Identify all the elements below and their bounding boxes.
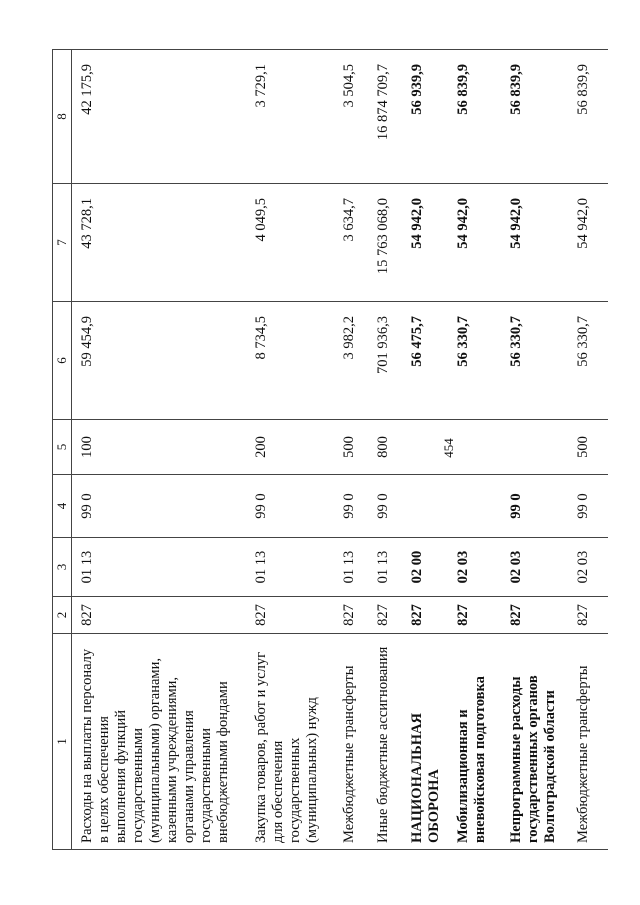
row-name: Межбюджетные трансферты xyxy=(568,634,608,850)
cell-target: 99 0 xyxy=(568,475,608,538)
row-name: Непрограммные расходы государственных органов Волгоградской области xyxy=(501,634,568,850)
row-name: Мобилизационная и вневойсковая подготовка xyxy=(448,634,501,850)
cell-code: 827 xyxy=(448,597,501,634)
cell-amount: 54 942,0 xyxy=(568,184,608,302)
table-row xyxy=(72,50,246,850)
cell-amount: 56 330,7 xyxy=(501,302,568,420)
table-row xyxy=(368,50,402,850)
row-name: Межбюджетные трансферты xyxy=(334,634,368,850)
cell-amount: 8 734,5 xyxy=(246,302,334,420)
cell-code: 827 xyxy=(368,597,402,634)
cell-amount: 56 839,9 xyxy=(568,50,608,184)
cell-type xyxy=(402,420,448,475)
cell-section: 02 03 xyxy=(568,538,608,597)
cell-target: 99 0 xyxy=(72,475,246,538)
cell-amount: 54 942,0 xyxy=(501,184,568,302)
cell-code: 827 xyxy=(501,597,568,634)
cell-amount: 15 763 068,0 xyxy=(368,184,402,302)
cell-section: 01 13 xyxy=(246,538,334,597)
cell-type: 200 xyxy=(246,420,334,475)
cell-target: 99 0 xyxy=(334,475,368,538)
cell-amount: 56 839,9 xyxy=(501,50,568,184)
cell-target: 99 0 xyxy=(246,475,334,538)
cell-code: 827 xyxy=(334,597,368,634)
table-row xyxy=(568,50,608,850)
row-name: Закупка товаров, работ и услуг для обеспечения государственных (муниципальных) нужд xyxy=(246,634,334,850)
cell-amount: 56 330,7 xyxy=(448,302,501,420)
cell-section: 01 13 xyxy=(368,538,402,597)
cell-code: 827 xyxy=(246,597,334,634)
cell-type: 500 xyxy=(568,420,608,475)
cell-section: 02 03 xyxy=(501,538,568,597)
cell-type: 500 xyxy=(334,420,368,475)
table-row xyxy=(246,50,334,850)
cell-amount: 42 175,9 xyxy=(72,50,246,184)
cell-code: 827 xyxy=(402,597,448,634)
cell-target xyxy=(402,475,448,538)
cell-section: 02 03 xyxy=(448,538,501,597)
col-header: 3 xyxy=(53,538,72,597)
cell-amount: 54 942,0 xyxy=(402,184,448,302)
cell-type: 800 xyxy=(368,420,402,475)
cell-amount: 43 728,1 xyxy=(72,184,246,302)
budget-table xyxy=(52,49,608,850)
cell-target xyxy=(448,475,501,538)
row-name: Расходы на выплаты персоналу в целях обеспечения выполнения функций государственными (муниципальными) органами, казенными учреждениями, органами управления государственными внебюджетными фондами xyxy=(72,634,246,850)
cell-amount: 54 942,0 xyxy=(448,184,501,302)
cell-target: 99 0 xyxy=(501,475,568,538)
cell-amount: 56 330,7 xyxy=(568,302,608,420)
cell-amount: 59 454,9 xyxy=(72,302,246,420)
table-row xyxy=(334,50,368,850)
table-row xyxy=(448,50,501,850)
cell-amount: 56 839,9 xyxy=(448,50,501,184)
col-header: 5 xyxy=(53,420,72,475)
cell-type xyxy=(501,420,568,475)
cell-type xyxy=(448,420,501,475)
col-header: 2 xyxy=(53,597,72,634)
col-header: 7 xyxy=(53,184,72,302)
col-header: 8 xyxy=(53,50,72,184)
cell-section: 01 13 xyxy=(334,538,368,597)
cell-amount: 3 634,7 xyxy=(334,184,368,302)
cell-amount: 16 874 709,7 xyxy=(368,50,402,184)
row-name: НАЦИОНАЛЬНАЯ ОБОРОНА xyxy=(402,634,448,850)
cell-amount: 3 504,5 xyxy=(334,50,368,184)
cell-target: 99 0 xyxy=(368,475,402,538)
cell-amount: 56 939,9 xyxy=(402,50,448,184)
cell-type: 100 xyxy=(72,420,246,475)
cell-code: 827 xyxy=(72,597,246,634)
cell-amount: 4 049,5 xyxy=(246,184,334,302)
table-row xyxy=(402,50,448,850)
col-header: 6 xyxy=(53,302,72,420)
col-header: 1 xyxy=(53,634,72,850)
row-name: Иные бюджетные ассигнования xyxy=(368,634,402,850)
cell-amount: 3 982,2 xyxy=(334,302,368,420)
table-row xyxy=(501,50,568,850)
cell-amount: 3 729,1 xyxy=(246,50,334,184)
cell-amount: 56 475,7 xyxy=(402,302,448,420)
page-number: 454 xyxy=(441,438,456,458)
cell-section: 01 13 xyxy=(72,538,246,597)
col-header: 4 xyxy=(53,475,72,538)
cell-code: 827 xyxy=(568,597,608,634)
cell-section: 02 00 xyxy=(402,538,448,597)
cell-amount: 701 936,3 xyxy=(368,302,402,420)
header-row xyxy=(53,50,72,850)
rotated-page xyxy=(52,50,612,850)
